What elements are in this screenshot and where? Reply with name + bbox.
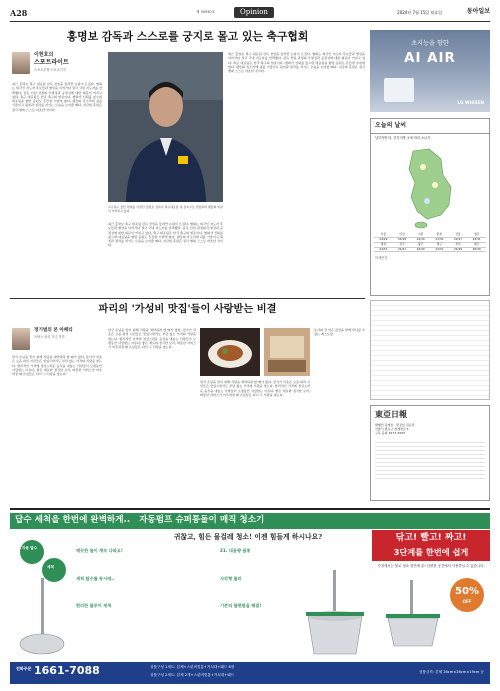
weather-title: 오늘의 날씨 [371, 119, 489, 134]
right-title-2: 3단계를 한번에 쉽게 [372, 546, 490, 561]
weather-map [371, 145, 489, 231]
price-line-2: 상품구성 2세트: 본체 2개+스핀버킷통+거치대+패드 [150, 673, 235, 677]
ad-brand: LG WHISEN [457, 100, 484, 106]
temp: 24/31 [472, 237, 481, 242]
bottom-mop-ad[interactable] [10, 508, 490, 685]
feature-text [76, 581, 216, 601]
city: 서울 [380, 232, 387, 237]
temp: 24/29 [453, 246, 463, 251]
section-divider [10, 298, 365, 299]
mop-product-image [14, 532, 72, 660]
newspaper-brand: 동아일보 [466, 8, 490, 15]
author2-sub: 프랑스 파리 거주 작가 [34, 335, 65, 340]
city: 춘천 [436, 232, 443, 237]
right-desc: 가정에서는 물로 청소 한번에 끝! 다양한 공간에서 사용하실 수 있습니다. [377, 564, 485, 569]
city: 전주 [399, 241, 405, 246]
feature-title: 세척 탈수를 동시에.. [76, 575, 115, 581]
weather-temps-row2 [374, 248, 486, 253]
article1-photo [108, 52, 223, 202]
article2-body-col1: 한국 손님을 맞이 위해 식당을 예약하려 할 때가 많다. 물가가 치솟은 요즘 파리 시민들은 맛있으면서도 부담 없는 가격의 식당을 찾는다. 합리적인 가격에 정성스러운 음식을 내놓는 식당들이 오랫동안 사랑받는 이유다. 좋은 재료와 정직한 요리, 따뜻한 서비스가 어우러질 때 손님들은 다시 그 식당을 찾는다. [12, 355, 102, 377]
temp: 24/30 [416, 246, 425, 251]
city: 대전 [380, 241, 387, 246]
article2-body-col4: 동서의 잘 익은 감상을 함께 만나볼 수 있는 레스토랑. [314, 328, 365, 337]
fine-dust-label: 미세먼지 [375, 256, 388, 261]
badge-wash: 세척 [47, 565, 54, 569]
article1-body-col1: 최근 홍명보 축구 대표팀 감독 선임을 둘러싼 논란이 뜨겁다. 협회는 외국인 지도자 후보들과 협상을 이어가다 결국 국내 지도자를 선택했다. 감독 선임 과정의 투명성과 공정성에 대한 의문이 커지고 있다. 축구 대표팀은 한국 축구의 얼굴이다. 협회가 신뢰를 잃으면 대표팀을 향한 응원도 흔들릴 수밖에 없다. 팬들의 목소리에 귀를 기울이고 원칙과 절차를 지키는 모습을 보여줄 때다. 지금의 혼란은 결국 협회 스스로 자초한 것이다. [12, 82, 102, 112]
city: 인천 [399, 232, 405, 237]
feature-col-2 [220, 548, 296, 625]
price-line-1: 상품구성 1세트: 본체+스핀버킷통+거치대+패드 6장 [150, 665, 235, 669]
weather-subtitle: 남부지방 비, 중부지방 곳에 따라 소나기 [375, 136, 431, 141]
feature-title: 깨끗한 물이 계속 나와요! [76, 548, 123, 553]
city: 대구 [436, 241, 443, 246]
city: 수원 [417, 232, 424, 237]
weather-box [370, 118, 490, 296]
article1-body-col3: 최근 홍명보 축구 대표팀 감독 선임을 둘러싼 논란이 뜨겁다. 협회는 외국인 지도자 후보들과 협상을 이어가다 결국 국내 지도자를 선택했다. 감독 선임 과정의 투명성과 공정성에 대한 의문이 커지고 있다. 축구 대표팀은 한국 축구의 얼굴이다. 협회가 신뢰를 잃으면 대표팀을 향한 응원도 흔들릴 수밖에 없다. 팬들의 목소리에 귀를 기울이고 원칙과 절차를 지키는 모습을 보여줄 때다. 지금의 혼란은 결국 협회 스스로 자초한 것이다. [228, 52, 365, 74]
bucket-illustration [300, 570, 370, 658]
aircon-unit-image [384, 78, 414, 102]
feature-title: 사각형 롤러 [220, 575, 242, 581]
donga-line: 구독 문의 1577-3333 [375, 430, 405, 435]
ad-line1: 초지능을 향한 [411, 40, 449, 47]
temp: 26/30 [472, 246, 481, 251]
article2-photo-2 [264, 328, 310, 376]
article2-headline: 파리의 '가성비 맛집'들이 사랑받는 비결 [98, 303, 277, 315]
donga-contact-list [375, 439, 485, 479]
temp: 24/29 [379, 237, 388, 242]
ad-band-text-2: 자동펌프 슈퍼통돌이 매직 청소기 [139, 515, 265, 525]
spin-bucket-image [300, 570, 370, 658]
article1-photo-caption: 프로축구 울산 현대를 이끌던 홍명보 감독이 축구대표팀 새 감독으로 선임되며 팬들의 비판이 이어지고 있다. [108, 205, 223, 214]
coach-photo-illustration [108, 52, 223, 202]
article1-headline: 홍명보 감독과 스스로를 궁지로 몰고 있는 축구협회 [66, 30, 309, 43]
ad-line2: AI AIR [404, 51, 456, 66]
city: 청주 [473, 232, 480, 237]
temp: 24/31 [379, 246, 388, 251]
discount-label: OFF [462, 598, 472, 604]
article2-byline [12, 328, 102, 350]
author2-name: 정기범의 본 아페티 [34, 328, 73, 333]
right-title-1: 닦고! 빨고! 짜고! [372, 530, 490, 546]
donga-info-box [370, 405, 490, 501]
page-number: A28 [10, 8, 28, 18]
donga-line: 서울시 종로구 청계천로 1 [375, 426, 409, 431]
lg-sidebar-ad[interactable] [370, 30, 490, 112]
discount-value: 50% [455, 586, 479, 597]
order-phone[interactable]: 1661-7088 [34, 664, 100, 677]
weather-temp-table [371, 231, 489, 254]
badge-auto-spin: 자동 탈수 [22, 546, 38, 550]
feature-title: 편리한 블루이 세척 [76, 603, 112, 609]
phone-label: 전화주문 [16, 666, 32, 671]
dish-photo [200, 328, 260, 376]
author2-avatar [12, 328, 30, 350]
ad-band-text: 답수 세척을 한번에 완벽하게.. [15, 515, 131, 525]
feature-text [76, 554, 216, 574]
ad-right-panel [372, 530, 490, 660]
donga-title: 東亞日報 [375, 409, 407, 419]
city: 강릉 [455, 232, 461, 237]
issue-date: 2024년 7월 15일 월요일 [397, 10, 442, 15]
feature-title: 기존의 불편함을 해결! [220, 603, 262, 609]
city: 부산 [455, 241, 461, 246]
feature-text [76, 609, 216, 625]
column-title: 스포트라이트 [34, 58, 69, 66]
feature-text [220, 581, 296, 601]
donga-line: 발행인 김재호 · 편집인 김순덕 [375, 422, 415, 427]
discount-badge [450, 578, 484, 612]
city: 광주 [417, 241, 424, 246]
city: 제주 [473, 241, 480, 246]
feature-title: 21. 대용량 물통 [220, 548, 251, 553]
author-name: 이헌호의 [34, 52, 54, 58]
temp: 22/27 [453, 237, 463, 242]
author-avatar [12, 52, 30, 74]
ad-subheadline: 귀찮고, 힘든 물걸레 청소! 이젠 힘들게 하시나요? [173, 533, 323, 541]
article2-photo-1 [200, 328, 260, 376]
feature-col-1 [76, 548, 216, 625]
issue-number: 제 30930호 [196, 10, 216, 14]
ad-top-band [10, 513, 490, 529]
temp: 24/30 [416, 237, 425, 242]
temp: 24/31 [435, 246, 444, 251]
temp: 23/30 [435, 237, 444, 242]
page-header [10, 6, 490, 22]
article2-body-col3: 한국 손님을 맞이 위해 식당을 예약하려 할 때가 많다. 물가가 치솟은 요즘 파리 시민들은 맛있으면서도 부담 없는 가격의 식당을 찾는다. 합리적인 가격에 정성스러운 음식을 내놓는 식당들이 오랫동안 사랑받는 이유다. 좋은 재료와 정직한 요리, 따뜻한 서비스가 어우러질 때 손님들은 다시 그 식당을 찾는다. [200, 380, 310, 397]
article1-body-col2: 최근 홍명보 축구 대표팀 감독 선임을 둘러싼 논란이 뜨겁다. 협회는 외국인 지도자 후보들과 협상을 이어가다 결국 국내 지도자를 선택했다. 감독 선임 과정의 투명성과 공정성에 대한 의문이 커지고 있다. 축구 대표팀은 한국 축구의 얼굴이다. 협회가 신뢰를 잃으면 대표팀을 향한 응원도 흔들릴 수밖에 없다. 팬들의 목소리에 귀를 기울이고 원칙과 절차를 지키는 모습을 보여줄 때다. 지금의 혼란은 결국 협회 스스로 자초한 것이다. [108, 222, 223, 248]
ad-price-bar [10, 662, 490, 684]
info-table [370, 300, 490, 400]
mop-set-illustration [378, 580, 448, 650]
section-label: Opinion [234, 7, 274, 18]
feature-text [220, 554, 296, 574]
product-spec: 상품규격: 본체 26cm×26cm×19cm 등 [418, 670, 484, 674]
mop-illustration [14, 532, 72, 660]
article1-byline [12, 52, 102, 74]
feature-text [220, 609, 296, 625]
restaurant-photo [264, 328, 310, 376]
temp: 24/31 [397, 246, 407, 251]
author-sub: 스포츠부장·스포츠기자 [34, 67, 66, 72]
temp: 24/28 [397, 237, 407, 242]
article2-body-col2: 한국 손님을 맞이 위해 식당을 예약하려 할 때가 많다. 물가가 치솟은 요즘 파리 시민들은 맛있으면서도 부담 없는 가격의 식당을 찾는다. 합리적인 가격에 정성스러운 음식을 내놓는 식당들이 오랫동안 사랑받는 이유다. 좋은 재료와 정직한 요리, 따뜻한 서비스가 어우러질 때 손님들은 다시 그 식당을 찾는다. [108, 328, 196, 350]
